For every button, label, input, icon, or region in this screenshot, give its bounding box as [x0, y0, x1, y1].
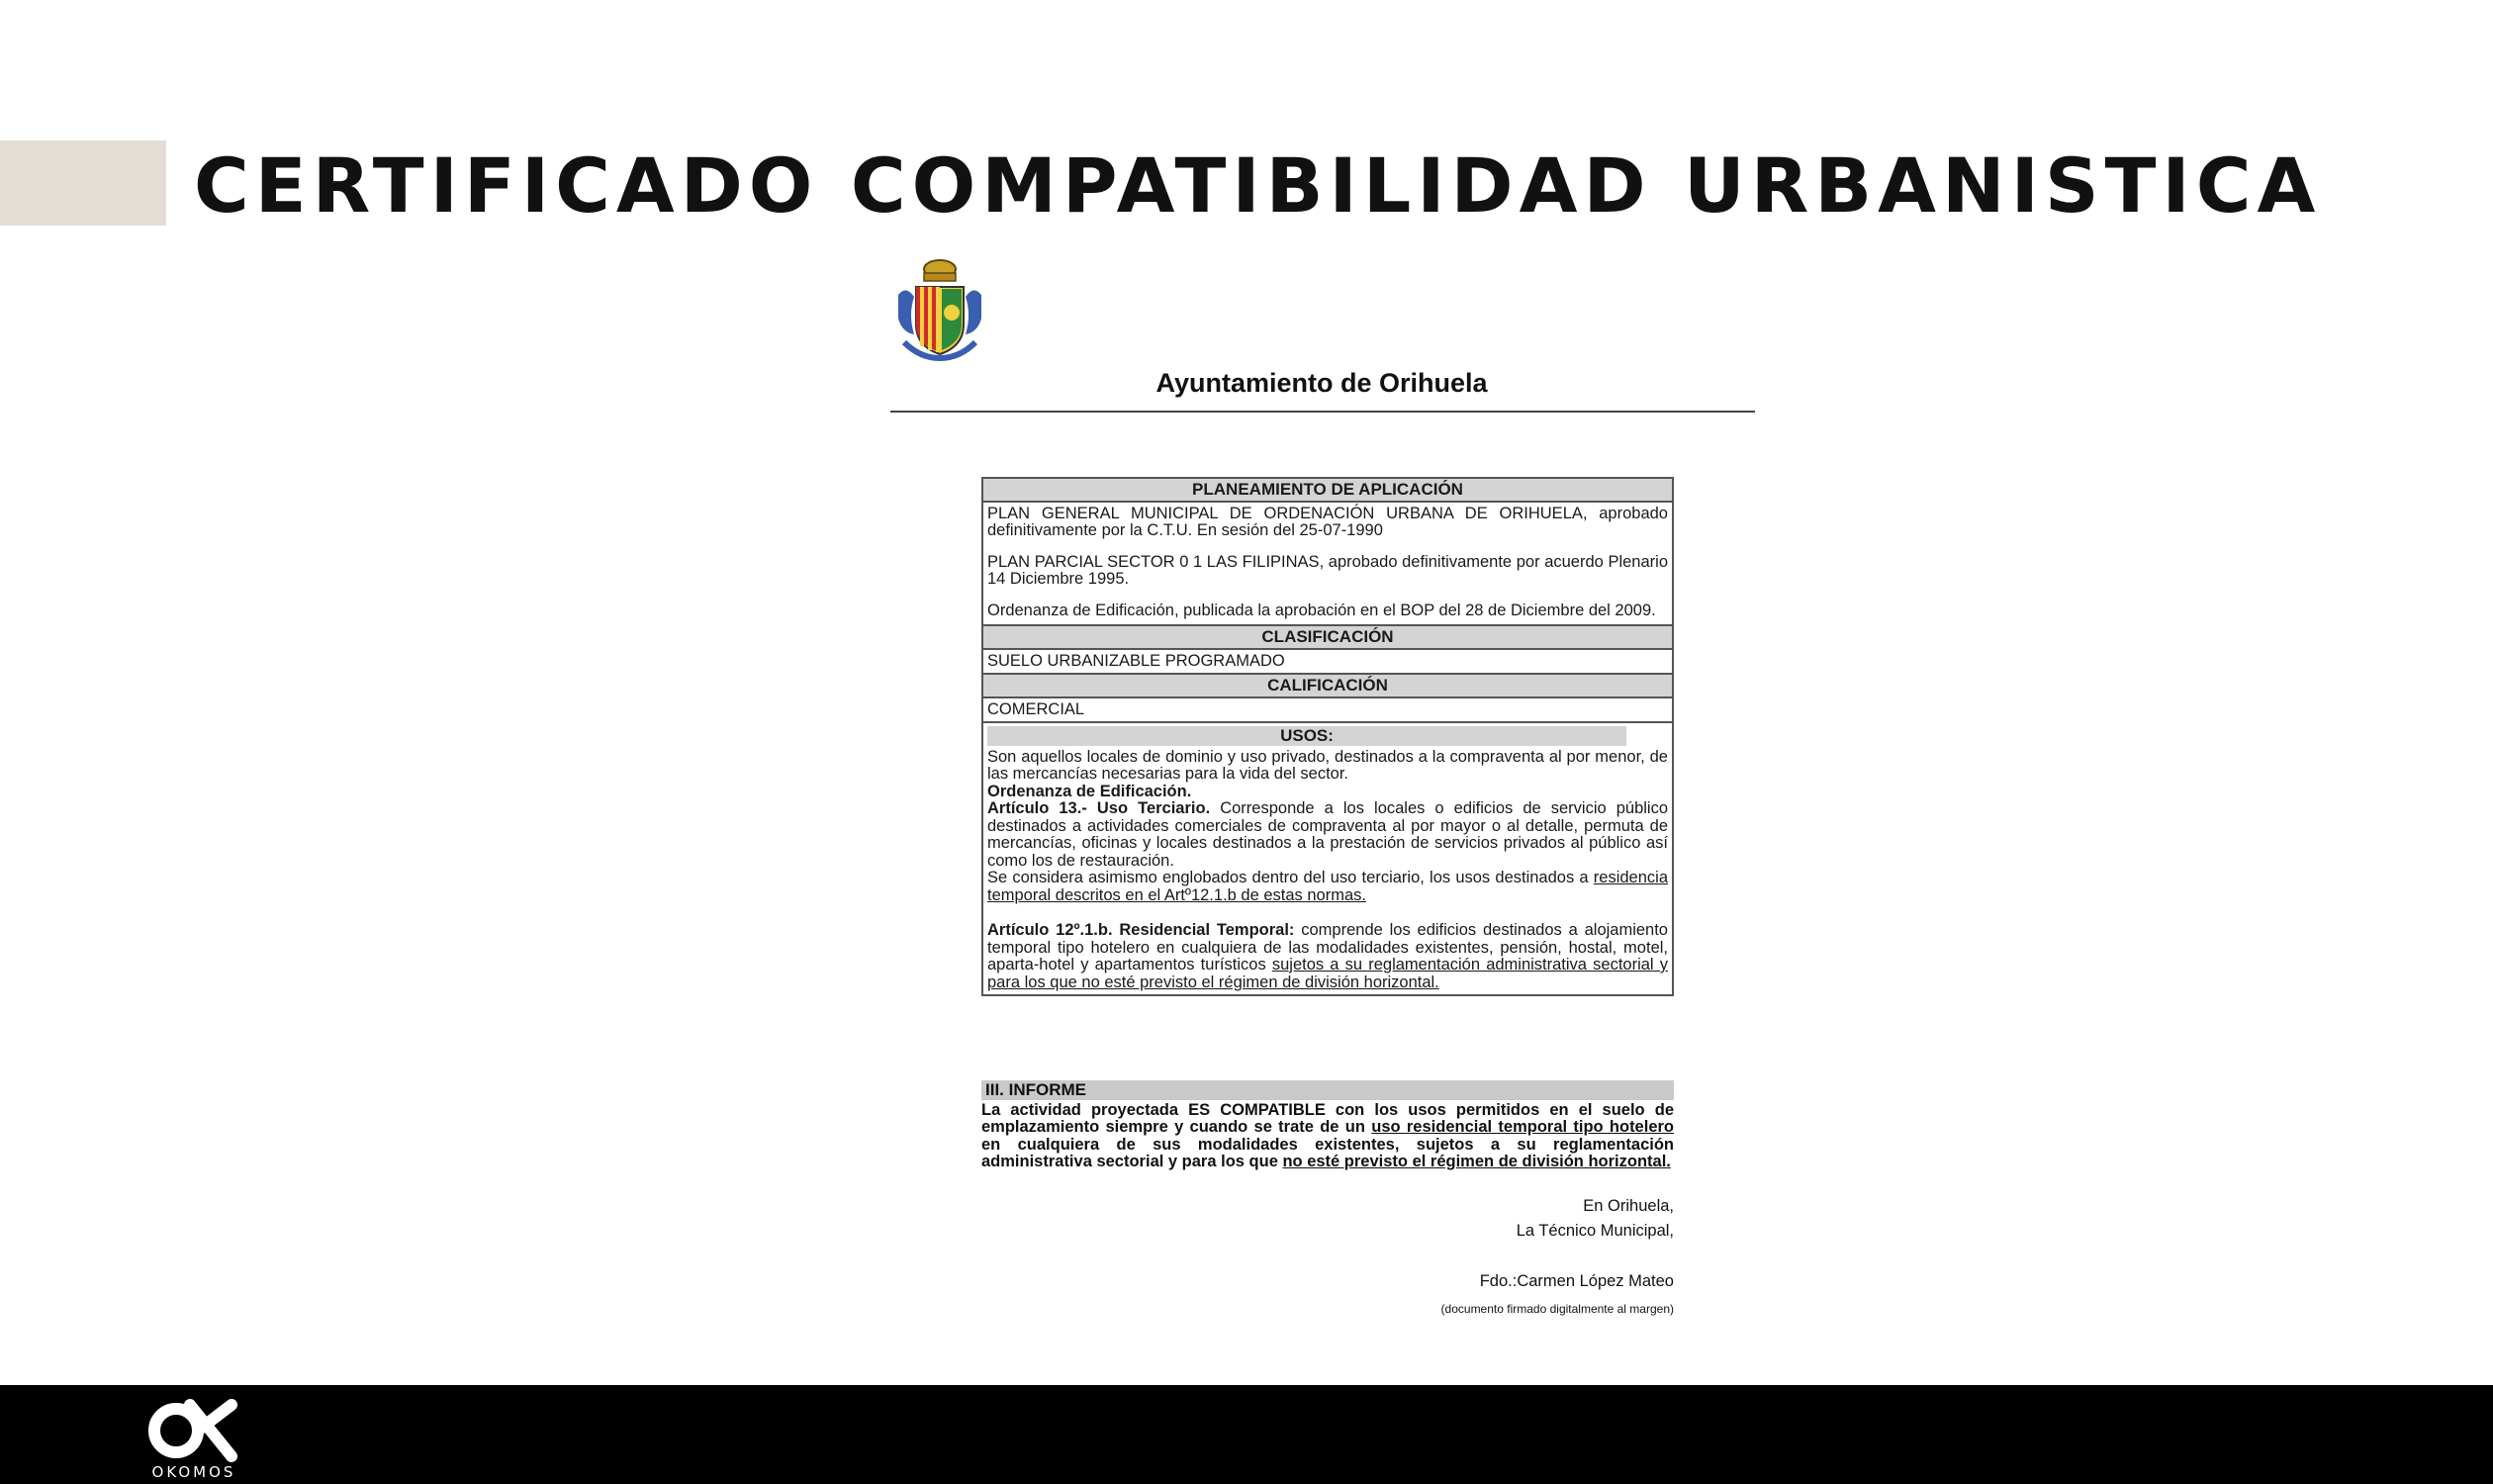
planeamiento-cell: [983, 503, 1672, 625]
art12-underlined: sujetos a su reglamentación administrativa sectorial y para los que no esté previsto el régimen de división horizontal.: [987, 956, 1668, 991]
calificacion-heading: CALIFICACIÓN: [983, 673, 1672, 698]
usos-asimismo: [987, 870, 1668, 904]
clasificacion-heading: CLASIFICACIÓN: [983, 624, 1672, 650]
logo-text: OKOMOS: [151, 1463, 236, 1481]
usos-art12: [987, 922, 1668, 991]
document-header: Ayuntamiento de Orihuela: [1155, 368, 1488, 398]
calificacion-value: COMERCIAL: [987, 699, 1085, 718]
informe-section: [981, 1080, 1674, 1171]
signature-place: En Orihuela,: [1583, 1197, 1674, 1215]
asimismo-text: Se considera asimismo englobados dentro del uso terciario, los usos destinados a: [987, 869, 1594, 886]
planning-table: [981, 477, 1674, 996]
art12-label: Artículo 12º.1.b. Residencial Temporal:: [987, 921, 1295, 939]
planeamiento-p2: PLAN PARCIAL SECTOR 0 1 LAS FILIPINAS, aprobado definitivamente por acuerdo Plenario 14 Diciembre 1995.: [987, 552, 1668, 588]
slide-title: CERTIFICADO COMPATIBILIDAD URBANISTICA: [194, 141, 2322, 230]
usos-art13: [987, 800, 1668, 870]
informe-t1: La actividad proyectada ES COMPATIBLE con los usos permitidos en el suelo de emplazamiento siempre y cuando se trate de un: [981, 1100, 1674, 1136]
usos-heading: USOS:: [987, 726, 1626, 746]
usos-cell: [983, 749, 1672, 995]
art12-text: comprende los edificios destinados a alojamiento temporal tipo hotelero en cualquiera de las modalidades existentes, pensión, hostal, motel, aparta-hotel y apartamentos turísticos: [987, 921, 1668, 974]
planeamiento-p3: Ordenanza de Edificación, publicada la aprobación en el BOP del 28 de Diciembre del 2009.: [987, 601, 1656, 619]
coat-of-arms-icon: [890, 255, 989, 364]
informe-heading: III. INFORME: [981, 1080, 1674, 1100]
asimismo-underlined: residencia temporal descritos en el Artº12.1.b de estas normas.: [987, 869, 1668, 904]
signature-note: (documento firmado digitalmente al margen): [1440, 1302, 1674, 1316]
informe-u2: no esté previsto el régimen de división horizontal.: [1282, 1153, 1671, 1170]
informe-body: [981, 1102, 1674, 1171]
art13-label: Artículo 13.- Uso Terciario.: [987, 799, 1211, 817]
clasificacion-value: SUELO URBANIZABLE PROGRAMADO: [987, 651, 1285, 670]
art13-text: Corresponde a los locales o edificios de servicio público destinados a actividades comerciales de compraventa al por mayor o al detalle, permuta de mercancías, oficinas y locales destinados a la prestación de servicios privados al público así como los de restauración.: [987, 799, 1668, 870]
okomos-logo-icon: [146, 1395, 241, 1464]
informe-u1: uso residencial temporal tipo hotelero: [1371, 1118, 1674, 1136]
signature-signer: Fdo.:Carmen López Mateo: [1479, 1272, 1674, 1290]
usos-section: [983, 721, 1672, 994]
footer-bar: [0, 1385, 2493, 1484]
informe-t2: en cualquiera de sus modalidades existentes, sujetos a su reglamentación administrativa sectorial y para los que: [981, 1135, 1674, 1170]
usos-intro: Son aquellos locales de dominio y uso privado, destinados a la compraventa al por menor, de las mercancías necesarias para la vida del sector.: [987, 747, 1668, 783]
planeamiento-p1: PLAN GENERAL MUNICIPAL DE ORDENACIÓN URBANA DE ORIHUELA, aprobado definitivamente por la C.T.U. En sesión del 25-07-1990: [987, 504, 1668, 539]
signature-role: La Técnico Municipal,: [1516, 1222, 1674, 1240]
header-rule: [890, 411, 1755, 413]
usos-ordenanza: Ordenanza de Edificación.: [987, 782, 1192, 800]
planeamiento-heading: PLANEAMIENTO DE APLICACIÓN: [983, 479, 1672, 503]
